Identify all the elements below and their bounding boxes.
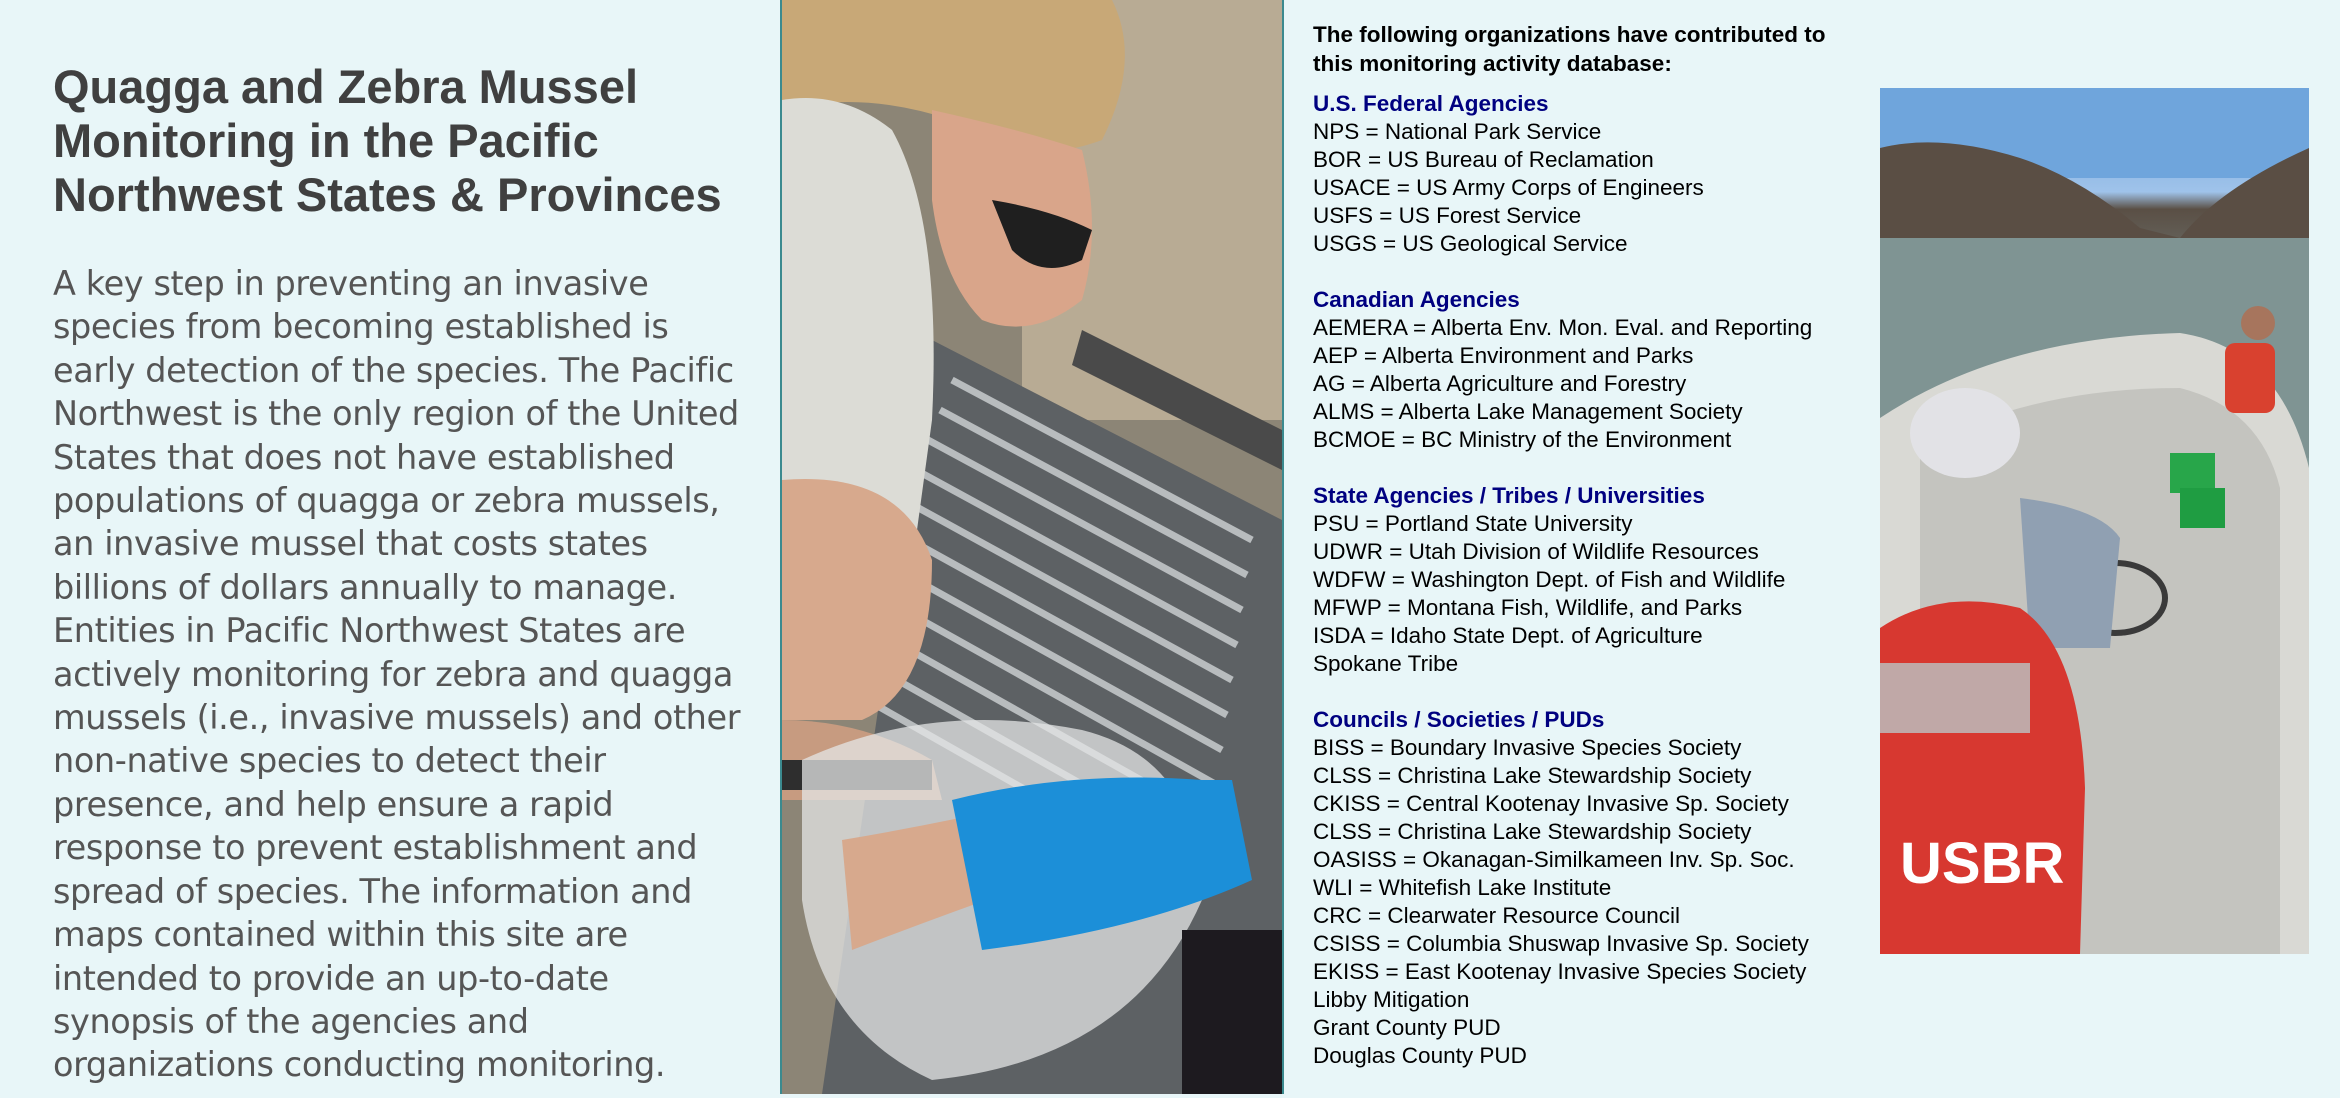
group-title: State Agencies / Tribes / Universities: [1313, 483, 1705, 508]
title-line: Quagga and Zebra Mussel: [53, 60, 639, 113]
group-title: Councils / Societies / PUDs: [1313, 707, 1605, 732]
title-line: Monitoring in the Pacific: [53, 114, 599, 167]
group-federal-agencies: [1313, 90, 1873, 258]
list-item: PSU = Portland State University: [1313, 511, 1633, 536]
photo-boat-monitoring: [1880, 88, 2309, 954]
list-item: BISS = Boundary Invasive Species Society: [1313, 735, 1742, 760]
list-item: Spokane Tribe: [1313, 651, 1459, 676]
list-item: USGS = US Geological Service: [1313, 231, 1628, 256]
list-item: CLSS = Christina Lake Stewardship Society: [1313, 819, 1752, 844]
list-item: Douglas County PUD: [1313, 1043, 1527, 1068]
list-item: USACE = US Army Corps of Engineers: [1313, 175, 1704, 200]
list-item: BOR = US Bureau of Reclamation: [1313, 147, 1654, 172]
list-item: USFS = US Forest Service: [1313, 203, 1582, 228]
page-title: [53, 60, 753, 222]
intro-line: this monitoring activity database:: [1313, 51, 1672, 76]
list-item: MFWP = Montana Fish, Wildlife, and Parks: [1313, 595, 1743, 620]
list-item: ALMS = Alberta Lake Management Society: [1313, 399, 1743, 424]
list-item: CRC = Clearwater Resource Council: [1313, 903, 1681, 928]
list-item: CLSS = Christina Lake Stewardship Society: [1313, 763, 1752, 788]
list-item: AEMERA = Alberta Env. Mon. Eval. and Reporting: [1313, 315, 1813, 340]
group-state-tribes-universities: [1313, 482, 1873, 678]
group-canadian-agencies: [1313, 286, 1873, 454]
group-title: U.S. Federal Agencies: [1313, 91, 1549, 116]
list-item: EKISS = East Kootenay Invasive Species Society: [1313, 959, 1807, 984]
list-item: UDWR = Utah Division of Wildlife Resources: [1313, 539, 1759, 564]
photo-boat-illustration: [1880, 88, 2309, 954]
contributors-column: [1313, 20, 1873, 1098]
photo-inspecting-grate-illustration: [782, 0, 1282, 1094]
list-item: Grant County PUD: [1313, 1015, 1501, 1040]
list-item: Libby Mitigation: [1313, 987, 1470, 1012]
group-title: Canadian Agencies: [1313, 287, 1520, 312]
list-item: AG = Alberta Agriculture and Forestry: [1313, 371, 1687, 396]
group-councils-societies-puds: [1313, 706, 1873, 1070]
intro-paragraph: A key step in preventing an invasive species from becoming established is early detection of the species. The Pacific Northwest is the only region of the United States that does not have established populations of quagga or zebra mussels, an invasive mussel that costs states billions of dollars annually to manage. Entities in Pacific Northwest States are actively monitoring for zebra and quagga mussels (i.e., invasive mussels) and other non-native species to detect their presence, and help ensure a rapid response to prevent establishment and spread of species. The information and maps contained within this site are intended to provide an up-to-date synopsis of the agencies and organizations conducting monitoring.: [53, 264, 741, 1085]
list-item: AEP = Alberta Environment and Parks: [1313, 343, 1694, 368]
photo-inspecting-grate: [780, 0, 1284, 1094]
contributors-intro: [1313, 20, 1873, 78]
list-item: CKISS = Central Kootenay Invasive Sp. Society: [1313, 791, 1789, 816]
list-item: BCMOE = BC Ministry of the Environment: [1313, 427, 1732, 452]
intro-line: The following organizations have contributed to: [1313, 22, 1826, 47]
list-item: ISDA = Idaho State Dept. of Agriculture: [1313, 623, 1703, 648]
list-item: WDFW = Washington Dept. of Fish and Wildlife: [1313, 567, 1786, 592]
list-item: WLI = Whitefish Lake Institute: [1313, 875, 1612, 900]
list-item: NPS = National Park Service: [1313, 119, 1602, 144]
intro-column: [53, 60, 753, 1087]
vest-label: USBR: [1900, 831, 2065, 896]
title-line: Northwest States & Provinces: [53, 168, 722, 221]
list-item: OASISS = Okanagan-Similkameen Inv. Sp. Soc.: [1313, 847, 1795, 872]
list-item: CSISS = Columbia Shuswap Invasive Sp. Society: [1313, 931, 1809, 956]
